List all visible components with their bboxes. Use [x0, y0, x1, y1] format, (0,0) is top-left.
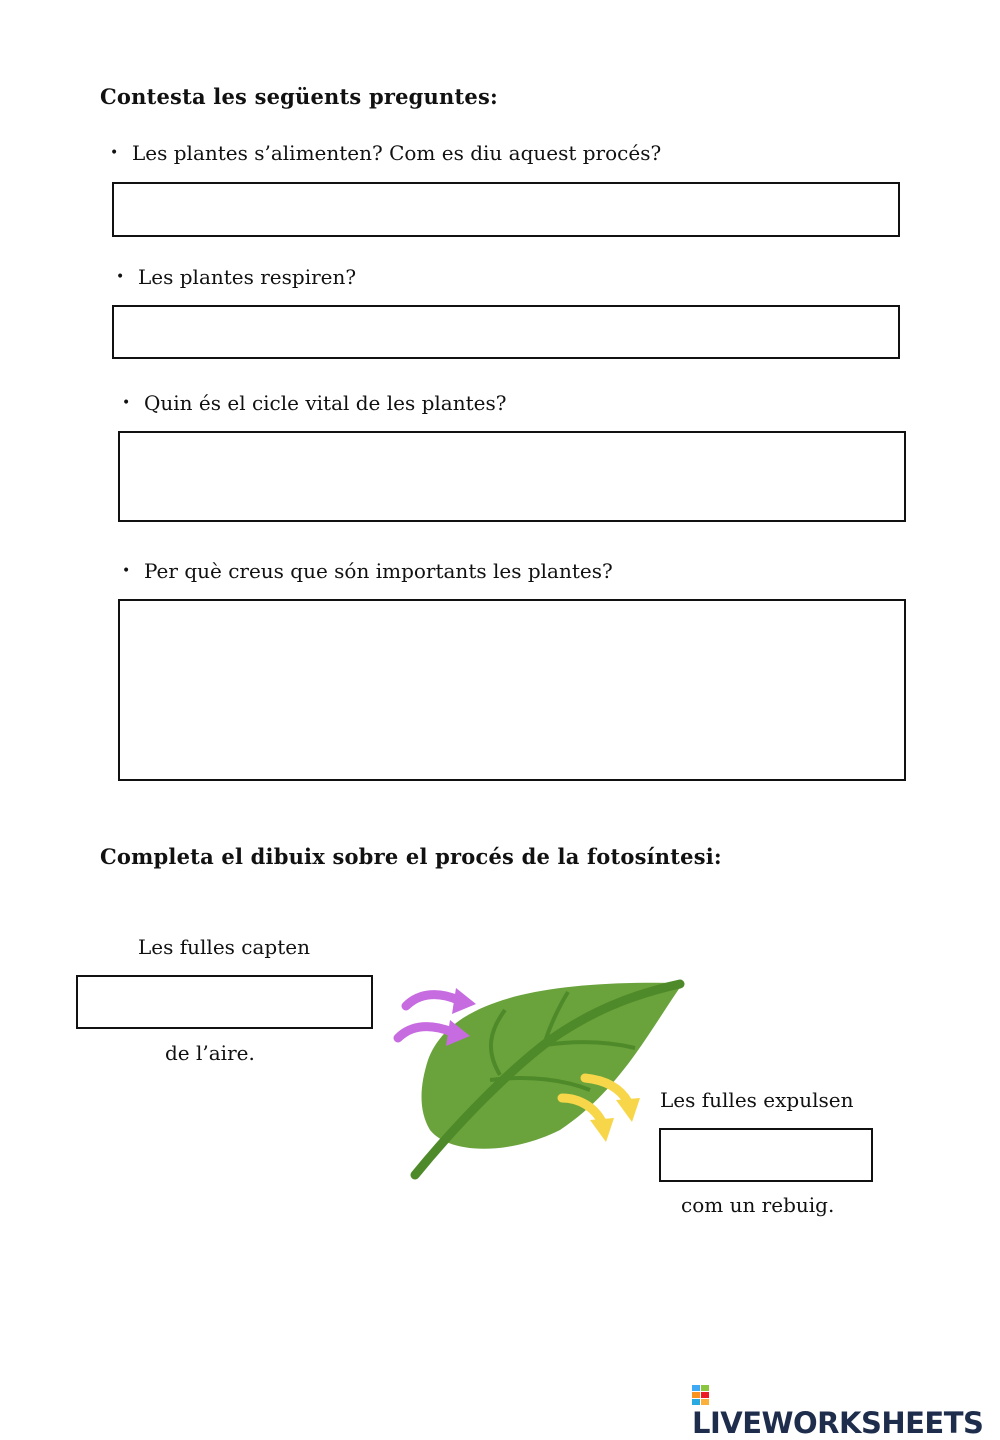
bullet: • — [110, 144, 119, 161]
bullet: • — [122, 562, 131, 579]
answer-field-1[interactable] — [112, 182, 900, 237]
question-4 — [122, 559, 613, 583]
right-label-before: Les fulles expulsen — [660, 1088, 854, 1112]
section-1-heading: Contesta les següents preguntes: — [100, 84, 498, 109]
left-label-after: de l’aire. — [165, 1041, 255, 1065]
bullet: • — [116, 268, 125, 285]
answer-field-4[interactable] — [118, 599, 906, 781]
question-2-text: Les plantes respiren? — [138, 265, 357, 289]
right-label-after: com un rebuig. — [681, 1193, 835, 1217]
captured-gas-input[interactable] — [76, 975, 373, 1029]
question-1-text: Les plantes s’alimenten? Com es diu aquest procés? — [132, 141, 662, 165]
logo-blocks-icon — [692, 1380, 710, 1402]
answer-field-2[interactable] — [112, 305, 900, 359]
question-4-text: Per què creus que són importants les plantes? — [144, 559, 613, 583]
question-2 — [116, 265, 356, 289]
logo-text: LIVEWORKSHEETS — [692, 1406, 984, 1440]
liveworksheets-logo — [692, 1372, 1000, 1440]
question-3 — [122, 391, 506, 415]
question-3-text: Quin és el cicle vital de les plantes? — [144, 391, 507, 415]
bullet: • — [122, 394, 131, 411]
answer-field-3[interactable] — [118, 431, 906, 522]
left-label-before: Les fulles capten — [138, 935, 310, 959]
leaf-illustration — [380, 970, 700, 1190]
section-2-heading: Completa el dibuix sobre el procés de la fotosíntesi: — [100, 844, 722, 869]
question-1 — [110, 141, 661, 165]
